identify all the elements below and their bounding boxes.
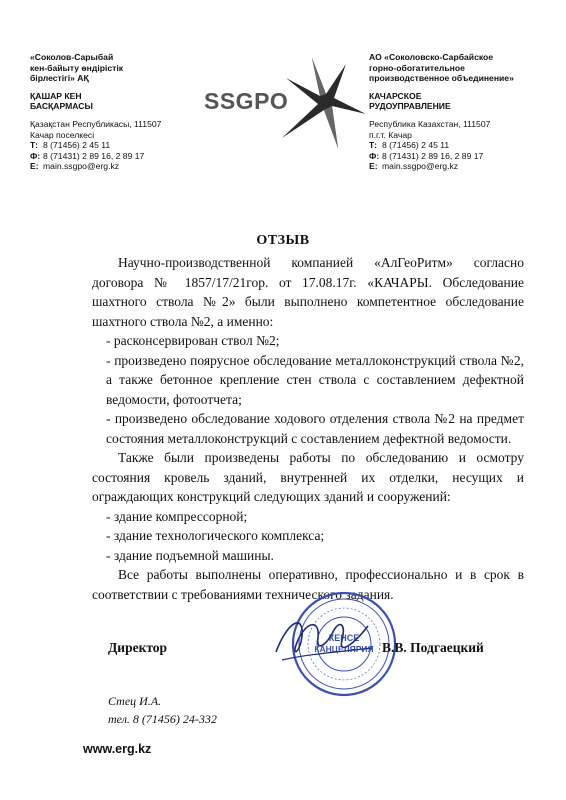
right-header (369, 52, 544, 172)
left-dept-line-1: ҚАШАР КЕН (30, 90, 82, 101)
footer-website: www.erg.kz (83, 742, 152, 756)
left-org-line-2: кен-байыту өндірістік (30, 62, 124, 73)
handwritten-signature (268, 600, 378, 670)
signer-position: Директор (108, 640, 168, 655)
left-fax: 8 (71431) 2 89 16, 2 89 17 (43, 150, 145, 161)
right-phone-label: Т: (369, 140, 377, 151)
list-item: - здание подъемной машины. (106, 547, 274, 563)
paragraph-2: Также были произведены работы по обследованию и осмотру состояния кровель зданий, внутренней их отделки, несущих и ограждающих конструкций следующих зданий и сооружений: (92, 450, 524, 504)
right-org-line-1: АО «Соколовско-Сарбайское (369, 52, 494, 62)
letter-body (92, 253, 524, 604)
list-item: - произведено поярусное обследование металлоконструкций ствола №2, а также бетонное крепление стен ствола с составлением дефектной ведомости, фотоотчета; (106, 352, 524, 407)
stamp-center-line-2: КАНЦЕЛЯРИЯ (314, 644, 374, 654)
list-item: - произведено обследование ходового отделения ствола №2 на предмет состояния металлоконструкций с составлением дефектной ведомости. (106, 411, 524, 446)
paragraph-3: Все работы выполнены оперативно, профессионально и в срок в соответствии с требованиями технического задания. (92, 567, 524, 602)
list-item: - здание компрессорной; (106, 508, 248, 524)
left-org-line-3: бірлестігі» АҚ (30, 73, 89, 84)
ssgpo-logo (204, 58, 366, 148)
right-email-label: Е: (369, 161, 378, 172)
left-email-label: Е: (30, 161, 39, 172)
left-phone-label: Т: (30, 140, 38, 151)
left-dept-line-2: БАСҚАРМАСЫ (30, 101, 93, 112)
right-email-row (369, 161, 544, 172)
signer-name: В.В. Подгаецкий (382, 640, 484, 655)
left-email: main.ssgpo@erg.kz (43, 161, 120, 172)
stamp-center-line-1: КЕНСЕ (328, 633, 360, 643)
right-org-line-3: производственное объединение» (369, 73, 514, 84)
left-fax-row (30, 151, 195, 162)
right-email: main.ssgpo@erg.kz (382, 161, 459, 172)
right-dept-line-1: КАЧАРСКОЕ (369, 90, 422, 101)
right-fax: 8 (71431) 2 89 16, 2 89 17 (382, 150, 484, 161)
left-org-line-1: «Соколов-Сарыбай (30, 52, 114, 62)
list-item: - здание технологического комплекса; (106, 528, 325, 543)
right-org-line-2: горно-обогатительное (369, 62, 465, 73)
left-phone: 8 (71456) 2 45 11 (43, 140, 111, 151)
document-title: ОТЗЫВ (256, 233, 310, 248)
right-phone: 8 (71456) 2 45 11 (382, 140, 450, 151)
logo-star-icon (282, 58, 366, 148)
right-phone-row (369, 140, 544, 151)
left-address-line-1: Қазақстан Республикасы, 111507 (30, 118, 162, 129)
right-address-line-1: Республика Казахстан, 111507 (369, 118, 491, 129)
left-email-row (30, 161, 195, 172)
right-dept-line-2: РУДОУПРАВЛЕНИЕ (369, 101, 451, 112)
list-item: - расконсервирован ствол №2; (106, 333, 280, 348)
paragraph-1: Научно-производственной компанией «АлГеоРитм» согласно договора № 1857/17/21гор. от 17.08.17г. «КАЧАРЫ. Обследование шахтного ствола №2» были выполнено компетентное обследование шахтного ствола №2, а именно: (92, 255, 524, 329)
left-phone-row (30, 140, 195, 151)
right-fax-label: Ф: (369, 150, 380, 161)
right-address-line-2: п.г.т. Качар (369, 129, 412, 140)
left-address-line-2: Качар поселкесі (30, 129, 95, 140)
executor-info (108, 692, 217, 728)
left-header (30, 52, 195, 172)
left-fax-label: Ф: (30, 150, 41, 161)
logo-text: SSGPO (204, 88, 289, 114)
executor-phone: тел. 8 (71456) 24-332 (108, 712, 217, 726)
right-fax-row (369, 151, 544, 162)
executor-name: Стец И.А. (108, 694, 162, 708)
